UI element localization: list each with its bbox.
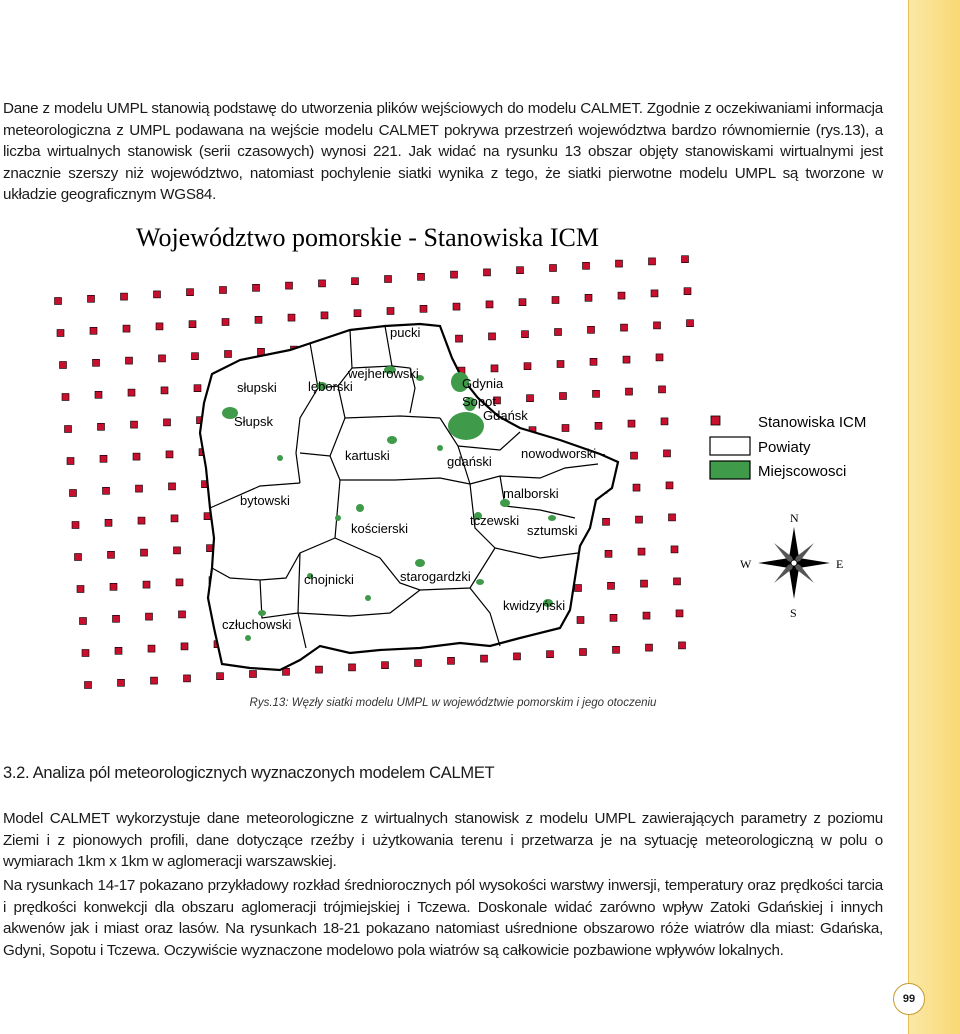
icm-station-point bbox=[57, 330, 64, 337]
icm-station-point bbox=[387, 308, 394, 315]
label-malborski: malborski bbox=[503, 486, 559, 501]
icm-station-point bbox=[156, 323, 163, 330]
icm-station-point bbox=[93, 359, 100, 366]
label-kwidzynski: kwidzyński bbox=[503, 598, 566, 613]
icm-station-point bbox=[486, 301, 493, 308]
icm-station-point bbox=[519, 299, 526, 306]
icm-station-point bbox=[628, 420, 635, 427]
icm-station-point bbox=[194, 385, 201, 392]
label-leborski: lęborski bbox=[308, 379, 353, 394]
icm-station-point bbox=[115, 647, 122, 654]
icm-station-point bbox=[550, 265, 557, 272]
icm-station-point bbox=[98, 423, 105, 430]
icm-station-point bbox=[608, 582, 615, 589]
icm-station-point bbox=[676, 610, 683, 617]
icm-station-point bbox=[77, 586, 84, 593]
map-svg bbox=[0, 218, 906, 698]
icm-station-point bbox=[610, 614, 617, 621]
icm-station-point bbox=[169, 483, 176, 490]
label-gdynia: Gdynia bbox=[462, 376, 504, 391]
label-chojnicki: chojnicki bbox=[304, 572, 354, 587]
body-paragraph-1: Model CALMET wykorzystuje dane meteorologiczne z wirtualnych stanowisk z modelu UMPL zawierających parametry z poziomu Ziemi i z pionowych profili, dane dotyczące rzeźby i użytkowania terenu i przetwarza je na sytuację meteorologiczną w polu o wymiarach 1km x 1km w aglomeracji warszawskiej. bbox=[3, 810, 883, 870]
icm-station-point bbox=[679, 642, 686, 649]
label-slupski: słupski bbox=[237, 380, 277, 395]
icm-station-point bbox=[60, 362, 67, 369]
icm-station-point bbox=[62, 394, 69, 401]
body-paragraph-2: Na rysunkach 14-17 pokazano przykładowy rozkład średniorocznych pól wysokości warstwy inwersji, temperatury oraz prędkości tarcia i prędkości konwekcji dla obszaru aglomeracji trójmiejskiej i Tczewa. Doskonale widać zarówno wpływ Zatoki Gdańskiej i innych akwenów jak i miast oraz lasów. Na rysunkach 18-21 pokazano natomiast uśrednione obszarowo róże wiatrów dla miast: Gdańska, Gdyni, Sopotu i Tczewa. Oczywiście wyznaczone modelowo pola wiatrów są całkowicie pozbawione wpływów lokalnych. bbox=[3, 877, 883, 959]
icm-station-point bbox=[128, 389, 135, 396]
icm-station-point bbox=[288, 314, 295, 321]
label-bytowski: bytowski bbox=[240, 493, 290, 508]
icm-station-point bbox=[220, 287, 227, 294]
icm-station-point bbox=[555, 329, 562, 336]
figure-map bbox=[0, 218, 906, 698]
legend-swatch-stations bbox=[711, 416, 720, 425]
icm-station-point bbox=[382, 662, 389, 669]
label-gdanski: gdański bbox=[447, 454, 492, 469]
icm-station-point bbox=[585, 294, 592, 301]
icm-station-point bbox=[418, 273, 425, 280]
icm-station-point bbox=[143, 581, 150, 588]
icm-station-point bbox=[174, 547, 181, 554]
icm-station-point bbox=[453, 303, 460, 310]
icm-station-point bbox=[184, 675, 191, 682]
label-tczewski: tczewski bbox=[470, 513, 520, 528]
icm-station-point bbox=[674, 578, 681, 585]
icm-station-point bbox=[593, 390, 600, 397]
label-kartuski: kartuski bbox=[345, 448, 390, 463]
legend-label-stations: Stanowiska ICM bbox=[758, 414, 867, 431]
icm-station-point bbox=[103, 487, 110, 494]
icm-station-point bbox=[626, 388, 633, 395]
compass-north: N bbox=[790, 511, 799, 525]
icm-station-point bbox=[171, 515, 178, 522]
icm-station-point bbox=[166, 451, 173, 458]
icm-station-point bbox=[575, 585, 582, 592]
icm-station-point bbox=[522, 331, 529, 338]
icm-station-point bbox=[95, 391, 102, 398]
icm-station-point bbox=[65, 426, 72, 433]
icm-station-point bbox=[123, 325, 130, 332]
map-title: Województwo pomorskie - Stanowiska ICM bbox=[136, 223, 599, 252]
icm-station-point bbox=[651, 290, 658, 297]
legend-label-settlements: Miejscowosci bbox=[758, 463, 847, 480]
icm-station-point bbox=[643, 612, 650, 619]
icm-station-point bbox=[631, 452, 638, 459]
icm-station-point bbox=[489, 333, 496, 340]
legend-label-districts: Powiaty bbox=[758, 439, 811, 456]
icm-station-point bbox=[121, 293, 128, 300]
icm-station-point bbox=[286, 282, 293, 289]
icm-station-point bbox=[552, 297, 559, 304]
icm-station-point bbox=[583, 262, 590, 269]
legend-swatch-settlements bbox=[710, 461, 750, 479]
icm-station-point bbox=[517, 267, 524, 274]
icm-station-point bbox=[451, 271, 458, 278]
icm-station-point bbox=[75, 554, 82, 561]
icm-station-point bbox=[316, 666, 323, 673]
icm-station-point bbox=[415, 660, 422, 667]
icm-station-point bbox=[514, 653, 521, 660]
icm-station-point bbox=[481, 655, 488, 662]
icm-station-point bbox=[671, 546, 678, 553]
icm-station-point bbox=[80, 618, 87, 625]
icm-station-point bbox=[222, 319, 229, 326]
label-gdansk: Gdańsk bbox=[483, 408, 528, 423]
icm-station-point bbox=[420, 305, 427, 312]
map-legend bbox=[710, 414, 866, 480]
icm-station-point bbox=[105, 519, 112, 526]
icm-station-point bbox=[577, 617, 584, 624]
icm-station-point bbox=[595, 422, 602, 429]
icm-station-point bbox=[616, 260, 623, 267]
icm-station-point bbox=[682, 256, 689, 263]
icm-station-point bbox=[684, 288, 691, 295]
icm-station-point bbox=[527, 395, 534, 402]
icm-station-point bbox=[151, 677, 158, 684]
icm-station-point bbox=[352, 278, 359, 285]
icm-station-point bbox=[613, 646, 620, 653]
icm-station-point bbox=[131, 421, 138, 428]
icm-station-point bbox=[90, 327, 97, 334]
icm-station-point bbox=[67, 458, 74, 465]
icm-station-point bbox=[141, 549, 148, 556]
icm-station-point bbox=[633, 484, 640, 491]
icm-station-point bbox=[605, 550, 612, 557]
intro-paragraph: Dane z modelu UMPL stanowią podstawę do utworzenia plików wejściowych do modelu CALMET. Zgodnie z oczekiwaniami informacja meteorologiczna z UMPL podawana na wejście modelu CALMET pokrywa przestrzeń województwa bardzo równomiernie (rys.13), a liczba wirtualnych stanowisk (serii czasowych) wynosi 221. Jak widać na rysunku 13 obszar objęty stanowiskami wirtualnymi jest znacznie szerszy niż województwo, natomiast pochylenie siatki wynika z tego, że siatki pierwotne modelu UMPL są tworzone w układzie geograficznym WGS84. bbox=[3, 100, 883, 203]
label-wejherowski: wejherowski bbox=[348, 366, 419, 381]
icm-station-point bbox=[666, 482, 673, 489]
compass-east: E bbox=[836, 557, 844, 571]
icm-station-point bbox=[85, 682, 92, 689]
compass-south: S bbox=[790, 606, 797, 620]
icm-station-point bbox=[654, 322, 661, 329]
label-czluchowski: człuchowski bbox=[222, 617, 292, 632]
icm-station-point bbox=[349, 664, 356, 671]
icm-station-point bbox=[641, 580, 648, 587]
compass-west: W bbox=[740, 557, 752, 571]
icm-station-point bbox=[253, 284, 260, 291]
icm-station-point bbox=[70, 490, 77, 497]
icm-station-point bbox=[524, 363, 531, 370]
icm-station-point bbox=[646, 644, 653, 651]
icm-station-point bbox=[82, 650, 89, 657]
icm-station-point bbox=[547, 651, 554, 658]
icm-station-point bbox=[319, 280, 326, 287]
icm-station-point bbox=[557, 361, 564, 368]
icm-station-point bbox=[656, 354, 663, 361]
icm-station-point bbox=[354, 310, 361, 317]
icm-station-point bbox=[108, 551, 115, 558]
icm-station-point bbox=[649, 258, 656, 265]
icm-station-point bbox=[580, 649, 587, 656]
icm-station-point bbox=[217, 673, 224, 680]
icm-station-point bbox=[255, 316, 262, 323]
icm-station-point bbox=[113, 615, 120, 622]
icm-station-point bbox=[88, 295, 95, 302]
icm-station-point bbox=[118, 679, 125, 686]
icm-station-point bbox=[618, 292, 625, 299]
label-starogardzki: starogardzki bbox=[400, 569, 471, 584]
icm-station-point bbox=[72, 522, 79, 529]
icm-station-point bbox=[484, 269, 491, 276]
icm-station-point bbox=[621, 324, 628, 331]
icm-station-point bbox=[669, 514, 676, 521]
icm-station-point bbox=[225, 351, 232, 358]
legend-swatch-districts bbox=[710, 437, 750, 455]
icm-station-point bbox=[321, 312, 328, 319]
icm-station-point bbox=[590, 358, 597, 365]
icm-station-point bbox=[154, 291, 161, 298]
icm-station-point bbox=[560, 393, 567, 400]
icm-station-point bbox=[181, 643, 188, 650]
icm-station-point bbox=[192, 353, 199, 360]
icm-station-point bbox=[448, 657, 455, 664]
icm-station-point bbox=[603, 518, 610, 525]
icm-station-point bbox=[148, 645, 155, 652]
icm-station-point bbox=[187, 289, 194, 296]
icm-station-point bbox=[250, 671, 257, 678]
icm-station-point bbox=[164, 419, 171, 426]
figure-caption: Rys.13: Węzły siatki modelu UMPL w województwie pomorskim i jego otoczeniu bbox=[249, 697, 657, 709]
label-sztumski: sztumski bbox=[527, 523, 578, 538]
icm-station-point bbox=[456, 335, 463, 342]
icm-station-point bbox=[588, 326, 595, 333]
icm-station-point bbox=[562, 425, 569, 432]
icm-station-point bbox=[161, 387, 168, 394]
icm-station-point bbox=[623, 356, 630, 363]
icm-station-point bbox=[110, 583, 117, 590]
page-margin-band bbox=[908, 0, 960, 1034]
icm-station-point bbox=[491, 365, 498, 372]
icm-station-point bbox=[687, 320, 694, 327]
label-nowodworski: nowodworski bbox=[521, 446, 597, 461]
section-heading: 3.2. Analiza pól meteorologicznych wyznaczonych modelem CALMET bbox=[3, 764, 495, 782]
label-pucki: pucki bbox=[390, 325, 421, 340]
page-number: 99 bbox=[893, 983, 925, 1015]
label-slupsk: Słupsk bbox=[234, 414, 274, 429]
icm-station-point bbox=[636, 516, 643, 523]
label-sopot: Sopot bbox=[462, 394, 496, 409]
icm-station-point bbox=[385, 276, 392, 283]
icm-station-point bbox=[176, 579, 183, 586]
icm-station-point bbox=[661, 418, 668, 425]
icm-station-point bbox=[638, 548, 645, 555]
icm-station-point bbox=[659, 386, 666, 393]
icm-station-point bbox=[55, 298, 62, 305]
label-koscierski: kościerski bbox=[351, 521, 409, 536]
icm-station-point bbox=[133, 453, 140, 460]
icm-station-point bbox=[126, 357, 133, 364]
compass-rose-icon bbox=[740, 511, 843, 620]
icm-station-point bbox=[146, 613, 153, 620]
icm-station-point bbox=[189, 321, 196, 328]
icm-station-point bbox=[138, 517, 145, 524]
icm-station-point bbox=[179, 611, 186, 618]
icm-station-point bbox=[159, 355, 166, 362]
icm-station-point bbox=[664, 450, 671, 457]
icm-station-point bbox=[136, 485, 143, 492]
icm-station-point bbox=[100, 455, 107, 462]
